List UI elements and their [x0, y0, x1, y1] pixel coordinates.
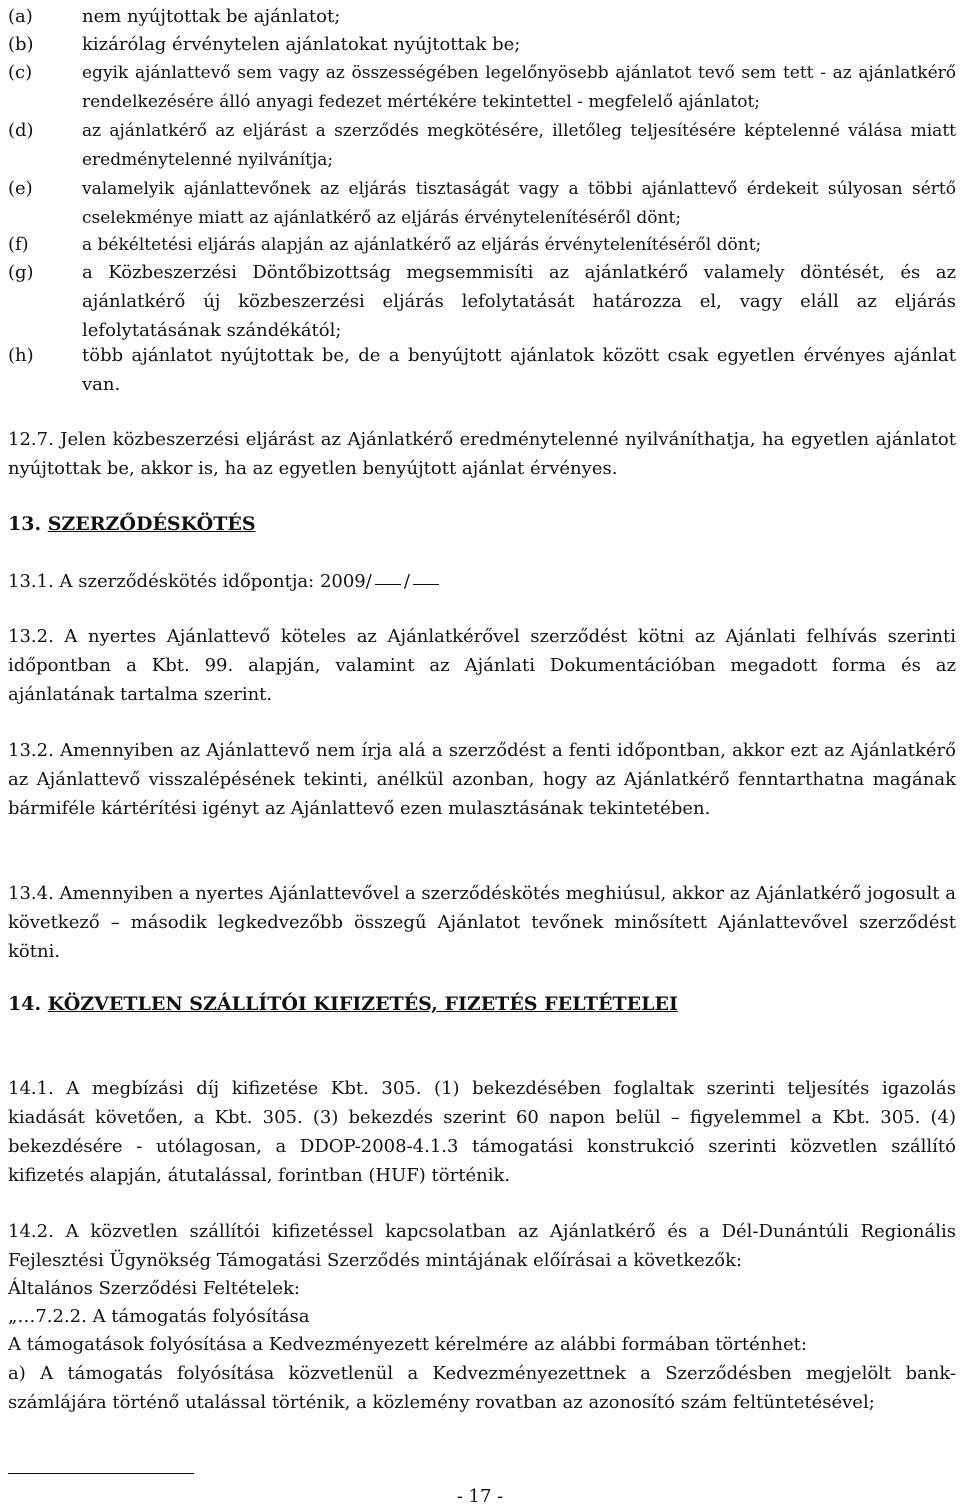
paragraph-13-1 [8, 567, 956, 596]
contract-date-text: 13.1. A szerződéskötés időpontja: 2009/ [8, 571, 372, 592]
section-heading-14 [8, 990, 678, 1018]
item-text: a békéltetési eljárás alapján az ajánlatkérő az eljárás érvénytelenítéséről dönt; [82, 235, 762, 255]
item-label: (c) [8, 62, 33, 83]
item-label: (a) [8, 6, 33, 27]
item-text: az ajánlatkérő az eljárást a szerződés megkötésére, illetőleg teljesítésére képtelenné válása miatt eredménytelenné nyilvánítja; [82, 121, 956, 170]
date-separator: / [403, 571, 410, 592]
list-item-g [0, 259, 960, 345]
date-blank-month [375, 584, 401, 585]
item-label: (f) [8, 234, 29, 255]
paragraph-13-4: 13.4. Amennyiben a nyertes Ajánlattevővel a szerződéskötés meghiúsul, akkor az Ajánlatkérő jogosult a következő – második legkedvezőbb összegű Ajánlatot tevőnek minősített Ajánlattevővel szerződést kötni. [8, 883, 956, 962]
date-blank-day [413, 584, 439, 585]
paragraph-12-7: 12.7. Jelen közbeszerzési eljárást az Ajánlatkérő eredménytelenné nyilváníthatja, ha egyetlen ajánlatot nyújtottak be, akkor is, ha az egyetlen benyújtott ajánlat érvényes. [8, 429, 956, 479]
section-number: 13. [8, 513, 42, 535]
item-text: kizárólag érvénytelen ajánlatokat nyújtottak be; [82, 34, 521, 55]
asz-line: Általános Szerződési Feltételek: [8, 1278, 300, 1299]
list-item-d [0, 117, 960, 175]
item-text: egyik ajánlattevő sem vagy az összességében legelőnyösebb ajánlatot tevő sem tett - az ajánlatkérő rendelkezésére álló anyagi fedezet mértékére tekintettel - megfelelő ajánlatot; [82, 63, 956, 112]
list-item-f [0, 231, 960, 260]
section-title: KÖZVETLEN SZÁLLÍTÓI KIFIZETÉS, FIZETÉS FELTÉTELEI [47, 993, 678, 1015]
disbursement-line: A támogatások folyósítása a Kedvezményezett kérelmére az alábbi formában történhet: [8, 1334, 807, 1355]
item-label: (g) [8, 262, 34, 283]
paragraph-13-2a: 13.2. A nyertes Ajánlattevő köteles az Ajánlatkérővel szerződést kötni az Ajánlati felhívás szerinti időpontban a Kbt. 99. alapján, valamint az Ajánlati Dokumentációban megadott forma és az ajánlatának tartalma szerint. [8, 626, 956, 705]
section-number: 14. [8, 993, 42, 1015]
item-label: (b) [8, 34, 34, 55]
item-a-line: a) A támogatás folyósítása közvetlenül a Kedvezményezettnek a Szerződésben megjelölt bank-számlájára történő utalással történik, a közlemény rovatban az azonosító szám feltüntetésével; [8, 1363, 956, 1413]
list-item-c [0, 59, 960, 117]
list-item-e [0, 175, 960, 233]
section-heading-13 [8, 510, 256, 538]
paragraph-14-2: 14.2. A közvetlen szállítói kifizetéssel kapcsolatban az Ajánlatkérő és a Dél-Dunántúli Regionális Fejlesztési Ügynökség Támogatási Szerződés mintájának előírásai a következők: [8, 1221, 956, 1271]
paragraph-13-2b: 13.2. Amennyiben az Ajánlattevő nem írja alá a szerződést a fenti időpontban, akkor ezt az Ajánlatkérő az Ajánlattevő visszalépésének tekinti, anélkül azonban, hogy az Ajánlatkérő fenntarthatna magának bármiféle kártérítési igényt az Ajánlattevő ezen mulasztásának tekintetében. [8, 740, 956, 819]
list-item-h [0, 342, 960, 400]
item-text: nem nyújtottak be ajánlatot; [82, 6, 341, 27]
item-text: a Közbeszerzési Döntőbizottság megsemmisíti az ajánlatkérő valamely döntését, és az ajánlatkérő új közbeszerzési eljárás lefolytatását határozza el, vagy eláll az eljárás lefolytatásának szándékától; [82, 262, 956, 341]
paragraph-14-1: 14.1. A megbízási díj kifizetése Kbt. 305. (1) bekezdésében foglaltak szerinti teljesítés igazolás kiadását követően, a Kbt. 305. (3) bekezdés szerint 60 napon belül – figyelemmel a Kbt. 305. (4) bekezdésére - utólagosan, a DDOP-2008-4.1.3 támogatási konstrukció szerinti közvetlen szállító kifizetés alapján, átutalással, forintban (HUF) történik. [8, 1078, 956, 1186]
list-item-b [0, 31, 960, 60]
item-label: (e) [8, 178, 33, 199]
item-label: (h) [8, 345, 34, 366]
section-title: SZERZŐDÉSKÖTÉS [47, 513, 256, 535]
list-item-a [0, 3, 960, 32]
quote-line-722: „…7.2.2. A támogatás folyósítása [8, 1306, 310, 1327]
item-text: valamelyik ajánlattevőnek az eljárás tisztaságát vagy a többi ajánlattevő érdekeit súlyosan sértő cselekménye miatt az ajánlatkérő az eljárás érvénytelenítéséről dönt; [82, 179, 956, 228]
item-label: (d) [8, 120, 34, 141]
footer-rule [8, 1473, 194, 1474]
page-number: - 17 - [456, 1486, 504, 1507]
item-text: több ajánlatot nyújtottak be, de a benyújtott ajánlatok között csak egyetlen érvényes ajánlat van. [82, 345, 956, 395]
